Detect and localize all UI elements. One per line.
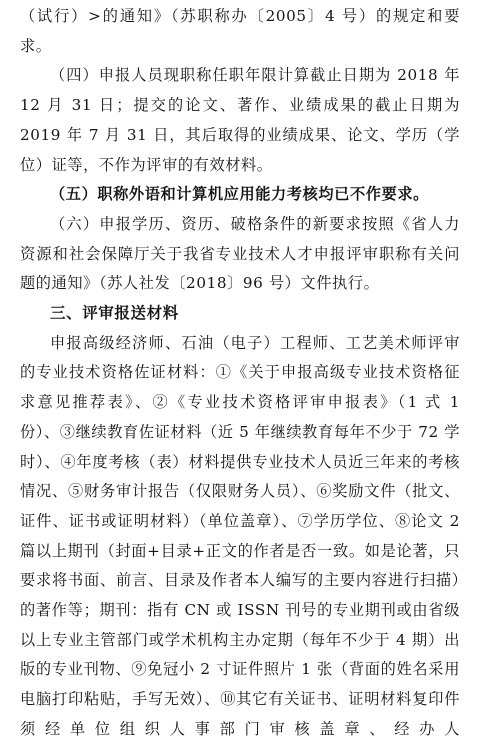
paragraph-item-4: （四）申报人员现职称任职年限计算截止日期为 2018 年 12 月 31 日；提交的论文、著作、业绩成果的截止日期为 2019 年 7 月 31 日，其后取得的业绩成果、论文、学历（学位）证等，不作为评审的有效材料。: [20, 66, 460, 174]
paragraph-materials: 申报高级经济师、石油（电子）工程师、工艺美术师评审的专业技术资格佐证材料：①《关于申报高级专业技术资格征求意见推荐表》、②《专业技术资格评审申报表》（1 式 1 份）、③继续教育佐证材料（近 5 年继续教育每年不少于 72 学时）、④年度考核（表）材料提供专业技术人员近三年来的考核情况、⑤财务审计报告（仅限财务人员）、⑥奖励文件（批文、证件、证书或证明材料）（单位盖章）、⑦学历学位、⑧论文 2 篇以上期刊（封面+目录+正文的作者是否一致。如是论著，只要求将书面、前言、目录及作者本人编写的主要内容进行扫描）的著作等；期刊：指有 CN 或 ISSN 刊号的专业期刊或由省级以上专业主管部门或学术机构主办定期（每年不少于 4 期）出版的专业刊物、⑨免冠小 2 寸证件照片 1 张（背面的姓名采用电脑打印粘贴，手写无效）、⑩其它有关证书、证明材料复印件须经单位组织人事部门审核盖章、经办人: [20, 333, 460, 738]
paragraph-item-5: （五）职称外语和计算机应用能力考核均已不作要求。: [50, 185, 429, 204]
section-heading: 三、评审报送材料: [50, 304, 179, 323]
paragraph-continuation: （试行）>的通知》（苏职称办〔2005〕4 号）的规定和要求。: [20, 7, 460, 55]
paragraph-item-6: （六）申报学历、资历、破格条件的新要求按照《省人力资源和社会保障厅关于我省专业技术人才申报评审职称有关问题的通知》（苏人社发〔2018〕96 号）文件执行。: [20, 214, 460, 293]
